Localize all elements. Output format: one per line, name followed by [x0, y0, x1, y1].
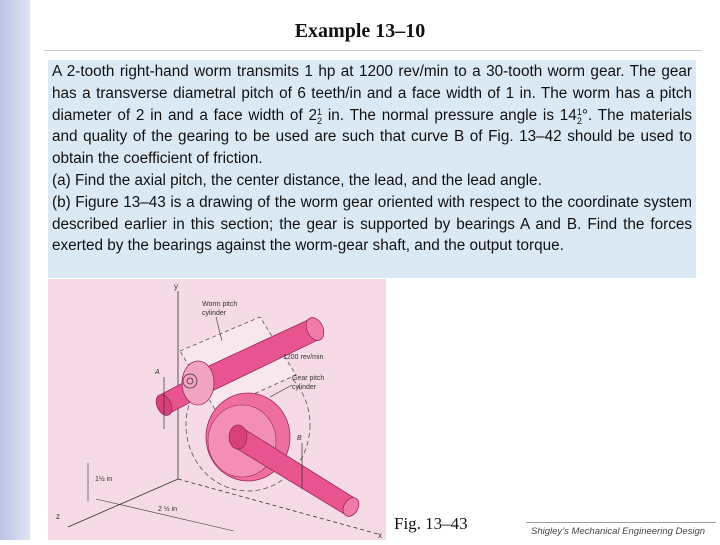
gear-cylinder-label-line1: Gear pitch — [292, 375, 325, 382]
frac-b-num: 1 — [576, 106, 582, 117]
frac-a-num: 1 — [317, 106, 323, 117]
left-accent-bar — [0, 0, 30, 540]
title-divider — [44, 50, 702, 51]
problem-part-b: (b) Figure 13–43 is a drawing of the worm gear oriented with respect to the coordinate system described earlier in this section; the gear is supported by bearings A and B. Find the forces exerted by the bearings against the worm-gear shaft, and the output torque. — [52, 193, 692, 255]
speed-label: 1200 rev/min — [283, 354, 324, 361]
frac-b-den: 2 — [576, 115, 582, 126]
z-axis — [68, 479, 178, 527]
bearing-b-label: B — [297, 435, 302, 442]
worm-gear-drawing — [48, 279, 386, 540]
worm-body — [182, 361, 214, 405]
problem-statement — [48, 60, 696, 278]
dimension-1-label: 1½ in — [95, 476, 113, 483]
gear-hub — [229, 425, 247, 449]
frac-a-den: 2 — [317, 115, 323, 126]
slide-title: Example 13–10 — [294, 20, 426, 42]
intro-text-a: A 2-tooth right-hand worm transmits 1 hp at 1200 rev/min to a 30-tooth worm gear. The gear has a transverse diametral pitch of 6 teeth/in and a face width of 1 in. The worm has a pitch diameter of 2 in and a face width of 2 — [52, 63, 692, 124]
problem-part-a: (a) Find the axial pitch, the center distance, the lead, and the lead angle. — [52, 171, 542, 189]
intro-text-c: °. The materials and quality of the gearing to be used are such that curve B of Fig. 13–42 should be used to obtain the coefficient of friction. — [52, 106, 692, 168]
gear-cylinder-leader — [270, 385, 292, 397]
worm-cylinder-label-line1: Worm pitch — [202, 301, 238, 308]
credit-divider — [526, 522, 716, 523]
figure-caption: Fig. 13–43 — [394, 514, 468, 533]
worm-cylinder-label-line2: cylinder — [202, 310, 227, 317]
axis-label-x: x — [378, 531, 382, 540]
axis-label-z: z — [56, 512, 60, 521]
axis-label-y: y — [174, 282, 178, 291]
dimension-2-label: 2 ½ in — [158, 506, 178, 513]
dimension-2-line — [96, 499, 234, 531]
book-credit: Shigley’s Mechanical Engineering Design — [531, 526, 706, 537]
gear-cylinder-label-line2: cylinder — [292, 384, 317, 391]
bearing-a-label: A — [155, 369, 160, 376]
intro-text-b: in. The normal pressure angle is 14 — [322, 106, 577, 124]
worm-gear-figure — [48, 279, 386, 540]
problem-intro — [52, 61, 692, 170]
